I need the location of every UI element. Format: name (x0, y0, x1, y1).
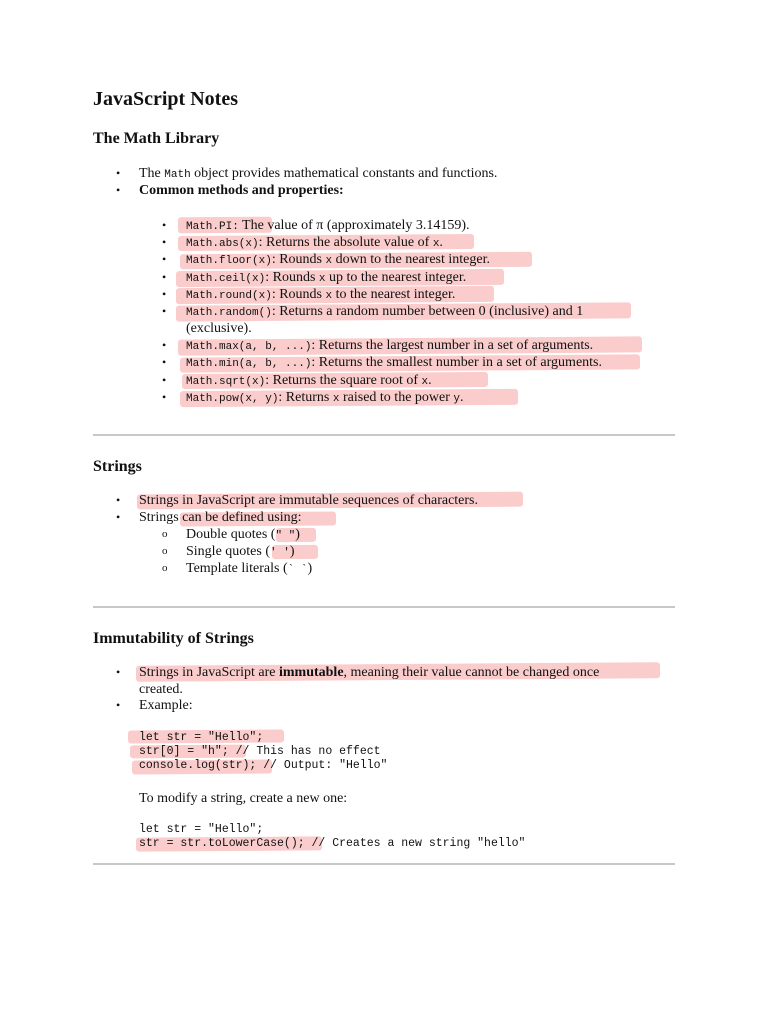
inline-code: x (318, 273, 326, 285)
inline-code: y (453, 393, 461, 405)
circle-bullet-marker: o (162, 545, 168, 557)
inline-code: Math.pow(x, y) (186, 393, 279, 405)
list-item: Example: (139, 698, 193, 713)
inline-code: Math (164, 169, 191, 181)
section-heading-immutability: Immutability of Strings (93, 630, 254, 647)
code-line: str = str.toLowerCase(); // Creates a new string "hello" (139, 837, 526, 850)
inline-code: Math.ceil(x) (186, 273, 266, 285)
inline-code: Math.floor(x) (186, 255, 272, 267)
bullet-marker: • (116, 166, 121, 180)
inline-code: ` ` (287, 564, 308, 576)
bullet-marker: • (162, 338, 167, 352)
section-heading-strings: Strings (93, 458, 142, 475)
bullet-marker: • (116, 698, 121, 712)
text: . (460, 390, 464, 405)
bullet-marker: • (162, 373, 167, 387)
inline-code: Math.min(a, b, ...) (186, 358, 312, 370)
inline-code: Math.PI: (186, 221, 239, 233)
inline-code: Math.random() (186, 307, 272, 319)
inline-code: Math.round(x) (186, 290, 272, 302)
list-item (139, 166, 497, 183)
text: : Returns the largest number in a set of arguments. (311, 338, 594, 353)
list-item: Strings can be defined using: (139, 510, 302, 525)
text: : Rounds (265, 270, 319, 285)
text: Double quotes ( (186, 527, 276, 542)
code-line: let str = "Hello"; (139, 823, 264, 836)
bullet-marker: • (116, 493, 121, 507)
bullet-marker: • (116, 510, 121, 524)
text: ) (295, 527, 300, 542)
list-item (186, 390, 464, 407)
text: The (139, 166, 165, 181)
inline-code: Math.max(a, b, ...) (186, 341, 312, 353)
inline-code: " " (275, 530, 296, 542)
list-item (186, 287, 455, 304)
text: Strings in JavaScript are (139, 665, 279, 680)
bullet-marker: • (116, 183, 121, 197)
sub-list-item (186, 527, 300, 544)
bullet-marker: • (162, 252, 167, 266)
text: : Returns a random number between 0 (inclusive) and 1 (271, 304, 584, 319)
page-title: JavaScript Notes (93, 88, 238, 110)
list-item (186, 235, 443, 252)
bullet-marker: • (116, 665, 121, 679)
text: to the nearest integer. (332, 287, 456, 302)
bullet-marker: • (162, 304, 167, 318)
text: . (428, 373, 432, 388)
list-item-continuation: created. (139, 682, 183, 697)
text: : Returns the absolute value of (258, 235, 433, 250)
text: : Returns the square root of (265, 373, 422, 388)
horizontal-rule (93, 863, 675, 865)
text: : Returns (278, 390, 333, 405)
bullet-marker: • (162, 270, 167, 284)
text: , meaning their value cannot be changed once (343, 665, 600, 680)
list-item (139, 665, 599, 681)
text: The value of π (approximately 3.14159). (238, 218, 470, 233)
bullet-marker: • (162, 218, 167, 232)
text: : Returns the smallest number in a set of arguments. (311, 355, 602, 370)
sub-list-item (186, 561, 312, 578)
list-item (186, 338, 593, 355)
text: Template literals ( (186, 561, 288, 576)
sub-list-item (186, 544, 294, 561)
code-line: let str = "Hello"; (139, 731, 264, 744)
code-line: str[0] = "h"; // This has no effect (139, 745, 381, 758)
circle-bullet-marker: o (162, 528, 168, 540)
list-item: Strings in JavaScript are immutable sequences of characters. (139, 493, 478, 508)
inline-code: x (325, 290, 333, 302)
list-item (186, 373, 432, 390)
text: . (439, 235, 443, 250)
inline-code: x (332, 393, 340, 405)
inline-code: x (325, 255, 333, 267)
text: up to the nearest integer. (325, 270, 467, 285)
text: object provides mathematical constants and functions. (190, 166, 498, 181)
horizontal-rule (93, 606, 675, 608)
list-item (186, 270, 466, 287)
text: : Rounds (271, 252, 326, 267)
section-heading-math: The Math Library (93, 130, 220, 147)
list-item (186, 218, 470, 235)
text: ) (307, 561, 313, 576)
inline-code: x (421, 376, 429, 388)
inline-code: Math.sqrt(x) (186, 376, 266, 388)
circle-bullet-marker: o (162, 562, 168, 574)
bullet-marker: • (162, 390, 167, 404)
paragraph: To modify a string, create a new one: (139, 791, 348, 806)
bold-text: immutable (278, 665, 344, 680)
bullet-marker: • (162, 287, 167, 301)
text: down to the nearest integer. (332, 252, 490, 267)
bullet-marker: • (162, 235, 167, 249)
inline-code: x (432, 238, 440, 250)
text: Single quotes ( (186, 544, 270, 559)
bullet-marker: • (162, 355, 167, 369)
text: : Rounds (271, 287, 326, 302)
inline-code: ' ' (270, 547, 290, 559)
list-item (186, 252, 490, 269)
list-item (186, 355, 602, 372)
text: raised to the power (339, 390, 454, 405)
list-item (186, 304, 583, 321)
list-item: Common methods and properties: (139, 183, 344, 198)
list-item-continuation: (exclusive). (186, 321, 252, 336)
text: ) (289, 544, 295, 559)
horizontal-rule (93, 434, 675, 436)
inline-code: Math.abs(x) (186, 238, 259, 250)
code-line: console.log(str); // Output: "Hello" (139, 759, 388, 772)
